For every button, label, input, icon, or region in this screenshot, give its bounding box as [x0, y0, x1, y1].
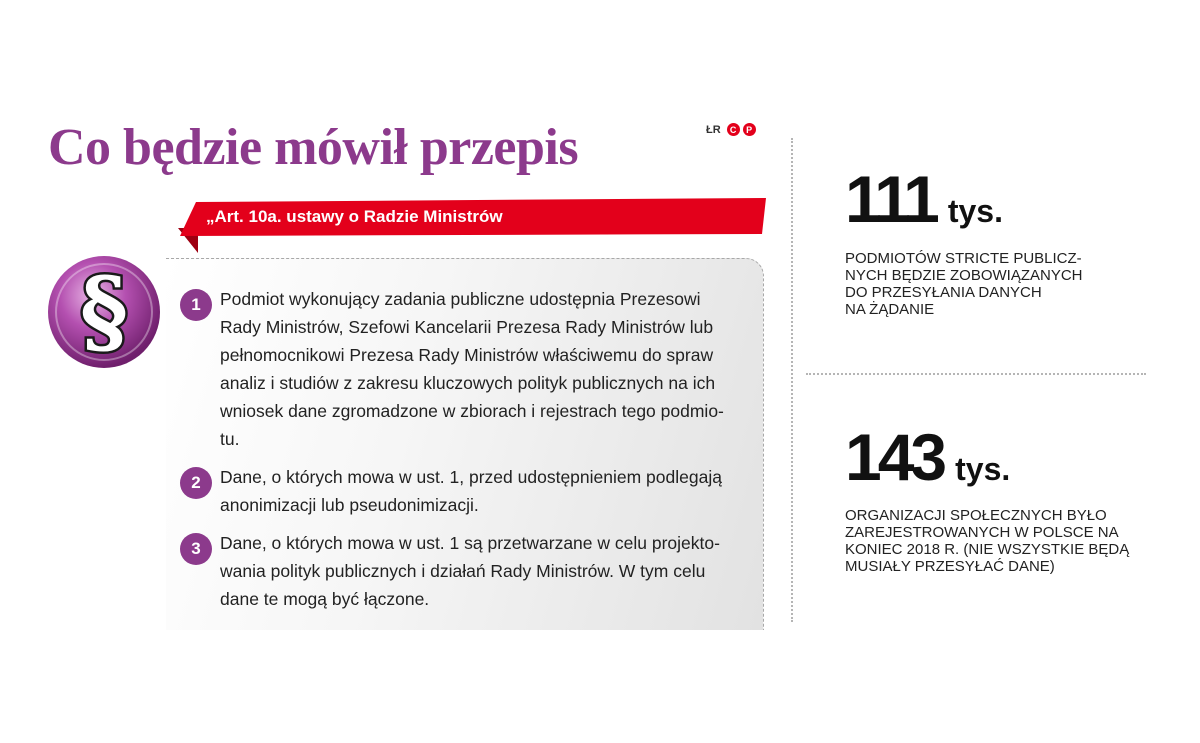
item-text: Podmiot wykonujący zadania publiczne udostępnia Prezesowi Rady Ministrów, Szefowi Kancelarii Prezesa Rady Ministrów lub pełnomocnikowi Prezesa Rady Ministrów właściwemu do spraw analiz i studiów z zakresu kluczowych polityk publicznych na ich wniosek dane zgromadzone w zbiorach i rejestrach tego podmio- tu. — [220, 289, 724, 449]
author-initials: ŁR — [706, 123, 721, 136]
stat-unit: tys. — [947, 193, 1003, 229]
item-text: Dane, o których mowa w ust. 1 są przetwarzane w celu projekto- wania polityk publicznych i działań Rady Ministrów. W tym celu dane te mogą być łączone. — [220, 533, 720, 609]
horizontal-divider — [806, 373, 1146, 375]
item-number-badge: 3 — [180, 533, 212, 565]
p-badge-icon: P — [743, 123, 756, 136]
stat-description: PODMIOTÓW STRICTE PUBLICZ- NYCH BĘDZIE ZOBOWIĄZANYCH DO PRZESYŁANIA DANYCH NA ŻĄDANIE — [845, 250, 1083, 318]
c-badge-icon: C — [727, 123, 740, 136]
stat-description: ORGANIZACJI SPOŁECZNYCH BYŁO ZAREJESTROWANYCH W POLSCE NA KONIEC 2018 R. (NIE WSZYSTKIE BĘDĄ MUSIAŁY PRZESYŁAĆ DANE) — [845, 507, 1130, 575]
item-text: Dane, o których mowa w ust. 1, przed udostępnieniem podlegają anonimizacji lub pseudonimizacji. — [220, 467, 722, 515]
credits — [706, 123, 756, 136]
section-sign-icon — [44, 250, 168, 374]
stat-number: 111 — [845, 162, 936, 236]
article-banner — [178, 198, 768, 254]
item-number-badge: 1 — [180, 289, 212, 321]
banner-title: „Art. 10a. ustawy o Radzie Ministrów — [206, 207, 503, 226]
page-title: Co będzie mówił przepis — [48, 119, 579, 176]
article-card — [166, 258, 764, 630]
item-number-badge: 2 — [180, 467, 212, 499]
stat-number: 143 — [845, 420, 944, 494]
stat-unit: tys. — [955, 451, 1011, 487]
section-symbol: § — [79, 257, 129, 365]
stat-block — [845, 420, 1130, 575]
stat-block — [845, 162, 1083, 318]
vertical-divider — [791, 138, 793, 622]
